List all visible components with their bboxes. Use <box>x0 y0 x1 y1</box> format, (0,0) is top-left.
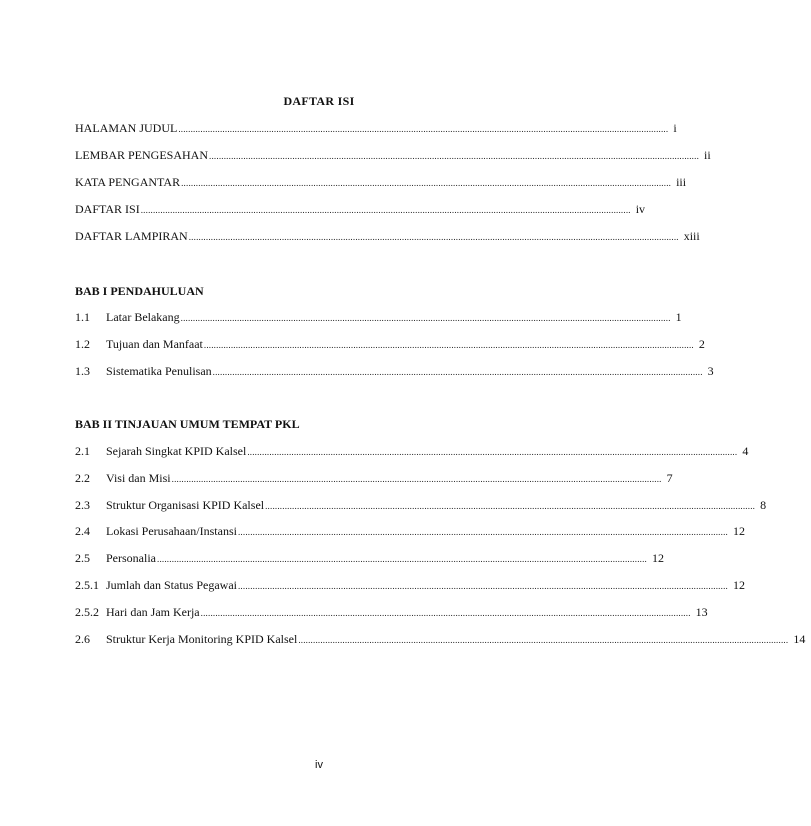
leader-dots: ........................................................................................................................................................................................................ <box>247 447 738 457</box>
toc-entry <box>75 201 646 217</box>
leader-dots: ........................................................................................................................................................................................................ <box>157 554 647 564</box>
entry-number: 2.1 <box>75 444 90 458</box>
entry-title: Sejarah Singkat KPID Kalsel <box>106 444 247 458</box>
entry-title: Jumlah dan Status Pegawai <box>106 578 237 592</box>
leader-dots: ........................................................................................................................................................................................................ <box>181 178 672 188</box>
leader-dots: ........................................................................................................................................................................................................ <box>180 313 671 323</box>
entry-title: Struktur Kerja Monitoring KPID Kalsel <box>106 632 298 646</box>
leader-dots: ........................................................................................................................................................................................................ <box>188 232 679 242</box>
toc-entry <box>75 120 677 136</box>
entry-page: 12 <box>732 578 745 592</box>
toc-entry <box>75 363 714 379</box>
entry-page: 13 <box>695 605 708 619</box>
leader-dots: ........................................................................................................................................................................................................ <box>265 501 756 511</box>
entry-title: Struktur Organisasi KPID Kalsel <box>106 498 265 512</box>
toc-entry <box>75 550 664 566</box>
entry-number: 2.5 <box>75 551 90 565</box>
leader-dots: ........................................................................................................................................................................................................ <box>212 367 703 377</box>
entry-page: 1 <box>675 310 682 324</box>
entry-page: i <box>673 121 677 135</box>
entry-title: Sistematika Penulisan <box>106 364 212 378</box>
entry-number: 2.3 <box>75 498 90 512</box>
toc-entry <box>75 174 687 190</box>
toc-entry <box>75 309 682 325</box>
leader-dots: ........................................................................................................................................................................................................ <box>178 124 669 134</box>
toc-entry <box>75 147 711 163</box>
leader-dots: ........................................................................................................................................................................................................ <box>203 340 694 350</box>
entry-page: 8 <box>760 498 767 512</box>
entry-page: 3 <box>707 364 714 378</box>
toc-entry <box>75 631 806 647</box>
entry-page: 14 <box>793 632 806 646</box>
toc-entry <box>75 604 708 620</box>
entry-number: 1.3 <box>75 364 90 378</box>
entry-number: 2.2 <box>75 471 90 485</box>
entry-title: LEMBAR PENGESAHAN <box>75 148 209 162</box>
leader-dots: ........................................................................................................................................................................................................ <box>200 608 691 618</box>
entry-page: 12 <box>652 551 664 565</box>
entry-title: DAFTAR LAMPIRAN <box>75 229 188 243</box>
toc-entry <box>75 497 767 513</box>
entry-title: Latar Belakang <box>106 310 180 324</box>
entry-page: ii <box>704 148 711 162</box>
entry-page: 2 <box>698 337 705 351</box>
leader-dots: ........................................................................................................................................................................................................ <box>237 581 728 591</box>
leader-dots: ........................................................................................................................................................................................................ <box>140 205 631 215</box>
leader-dots: ........................................................................................................................................................................................................ <box>237 527 728 537</box>
entry-number: 1.1 <box>75 310 90 324</box>
page-title: DAFTAR ISI <box>283 94 355 108</box>
entry-title: Lokasi Perusahaan/Instansi <box>106 524 237 538</box>
entry-page: iv <box>635 202 646 216</box>
toc-entry <box>75 577 745 593</box>
entry-number: 2.6 <box>75 632 90 646</box>
entry-title: DAFTAR ISI <box>75 202 140 216</box>
entry-title: HALAMAN JUDUL <box>75 121 178 135</box>
entry-title: Personalia <box>106 551 156 565</box>
entry-number: 2.5.2 <box>75 605 99 619</box>
toc-entry <box>75 336 705 352</box>
entry-number: 2.5.1 <box>75 578 99 592</box>
chapter-heading: BAB I PENDAHULUAN <box>75 284 204 298</box>
entry-title: KATA PENGANTAR <box>75 175 181 189</box>
entry-page: xiii <box>683 229 700 243</box>
entry-page: 7 <box>666 471 673 485</box>
entry-number: 1.2 <box>75 337 90 351</box>
toc-entry <box>75 443 749 459</box>
toc-entry <box>75 470 673 486</box>
leader-dots: ........................................................................................................................................................................................................ <box>209 151 700 161</box>
leader-dots: ........................................................................................................................................................................................................ <box>171 474 662 484</box>
entry-page: iii <box>676 175 687 189</box>
toc-entry <box>75 228 700 244</box>
entry-number: 2.4 <box>75 524 90 538</box>
entry-page: 4 <box>742 444 749 458</box>
entry-title: Hari dan Jam Kerja <box>106 605 200 619</box>
page-number-footer: iv <box>315 759 323 771</box>
entry-title: Tujuan dan Manfaat <box>106 337 203 351</box>
entry-page: 12 <box>732 524 745 538</box>
chapter-heading: BAB II TINJAUAN UMUM TEMPAT PKL <box>75 417 300 431</box>
toc-entry <box>75 523 745 539</box>
entry-title: Visi dan Misi <box>106 471 171 485</box>
leader-dots: ........................................................................................................................................................................................................ <box>298 635 789 645</box>
